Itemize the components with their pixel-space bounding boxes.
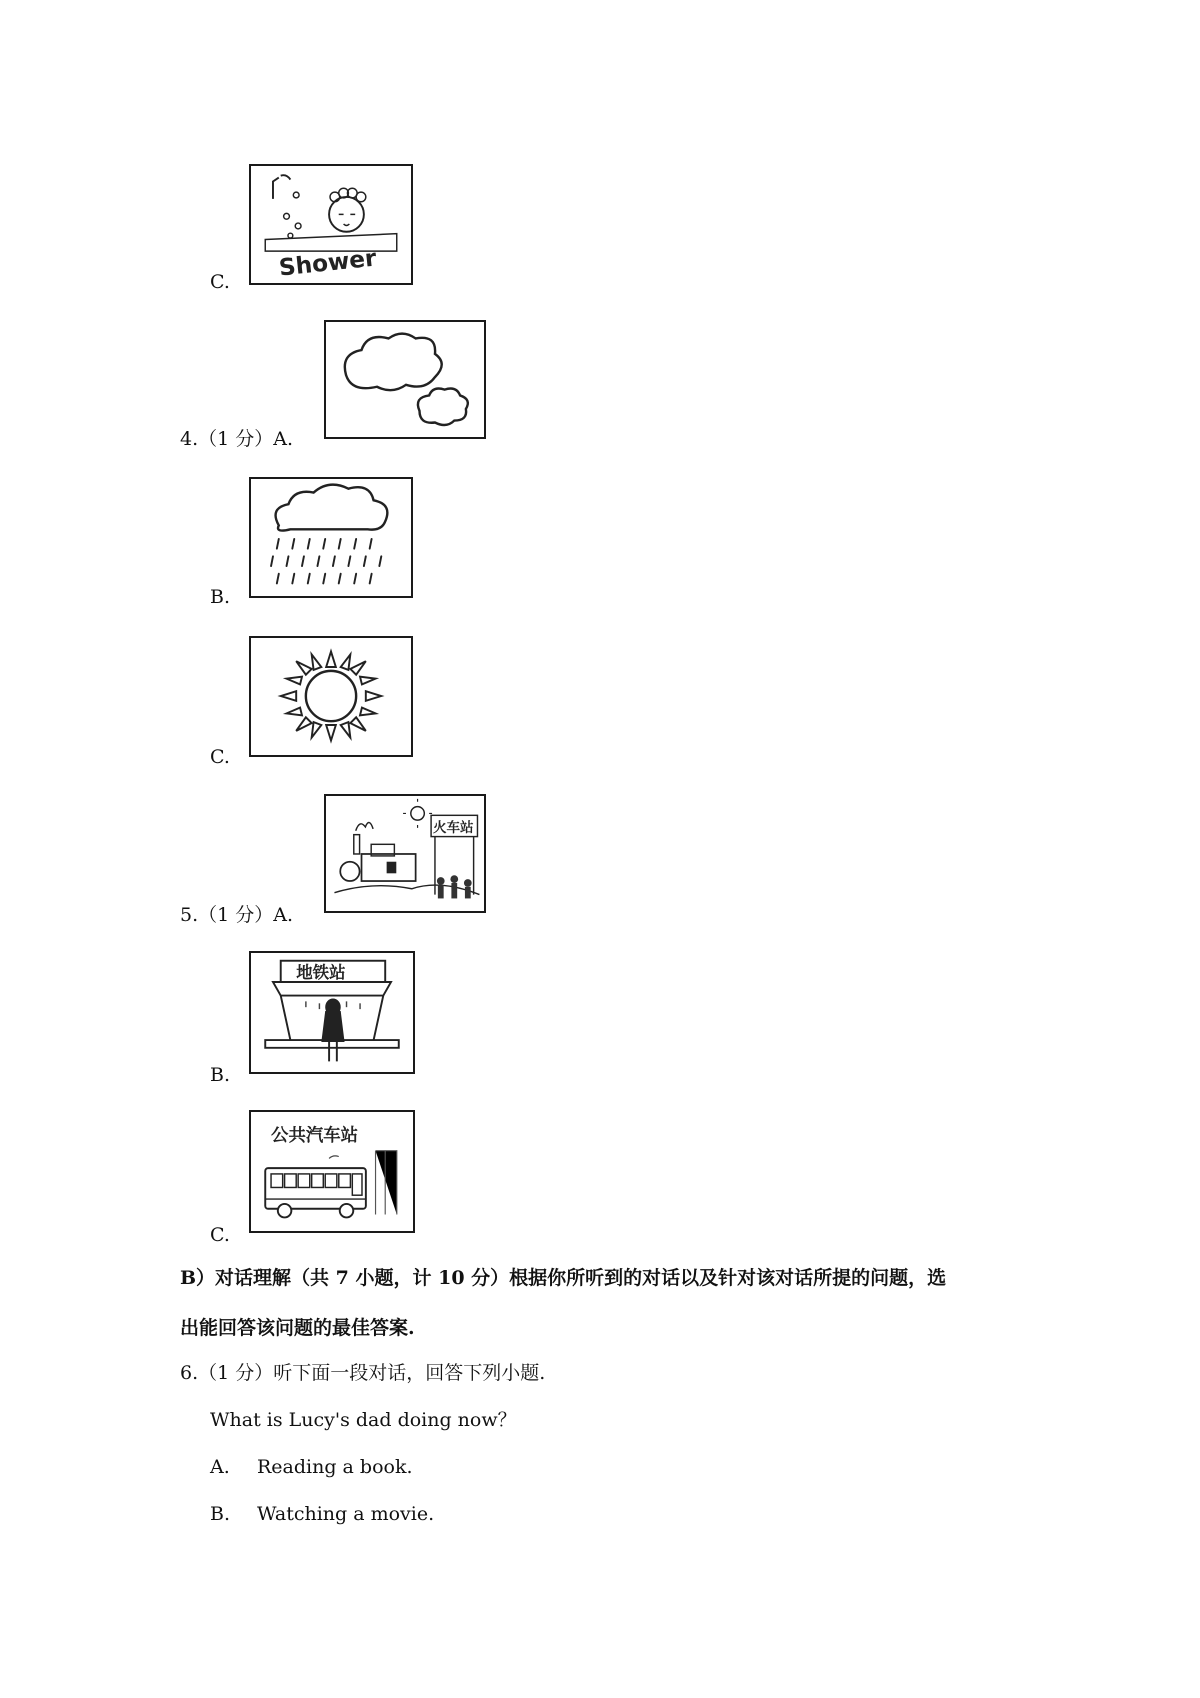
train-station-text: 火车站: [433, 819, 474, 836]
question-5-prefix: 5.（1 分）A.: [180, 904, 294, 926]
option-label-4c: C.: [210, 746, 230, 768]
option-a-text: Reading a book.: [257, 1456, 413, 1478]
question-4-prefix: 4.（1 分）A.: [180, 428, 294, 450]
rain-image: [249, 477, 413, 598]
option-a-letter: A.: [210, 1456, 230, 1478]
option-label-4b: B.: [210, 586, 231, 608]
section-b-line-2: 出能回答该问题的最佳答案.: [180, 1317, 415, 1339]
option-label-5c: C.: [210, 1224, 230, 1246]
subway-station-image: [249, 951, 415, 1074]
question-6-text: What is Lucy's dad doing now？: [210, 1409, 517, 1431]
section-b-instructions: [180, 1253, 1040, 1353]
option-b-letter: B.: [210, 1503, 231, 1525]
option-b-text: Watching a movie.: [257, 1503, 435, 1525]
shower-image: [249, 164, 413, 285]
option-label-3c: C.: [210, 271, 230, 293]
train-station-image: [324, 794, 486, 913]
subway-station-text: 地铁站: [296, 963, 346, 983]
section-b-line-1: B）对话理解（共 7 小题，计 10 分）根据你所听到的对话以及针对该对话所提的问题，选: [180, 1267, 947, 1289]
bus-station-image: [249, 1110, 415, 1233]
sun-image: [249, 636, 413, 757]
shower-text: Shower: [277, 244, 378, 282]
clouds-image: [324, 320, 486, 439]
question-6-heading: 6.（1 分）听下面一段对话，回答下列小题.: [180, 1362, 546, 1384]
bus-station-text: 公共汽车站: [271, 1126, 359, 1147]
option-label-5b: B.: [210, 1064, 231, 1086]
